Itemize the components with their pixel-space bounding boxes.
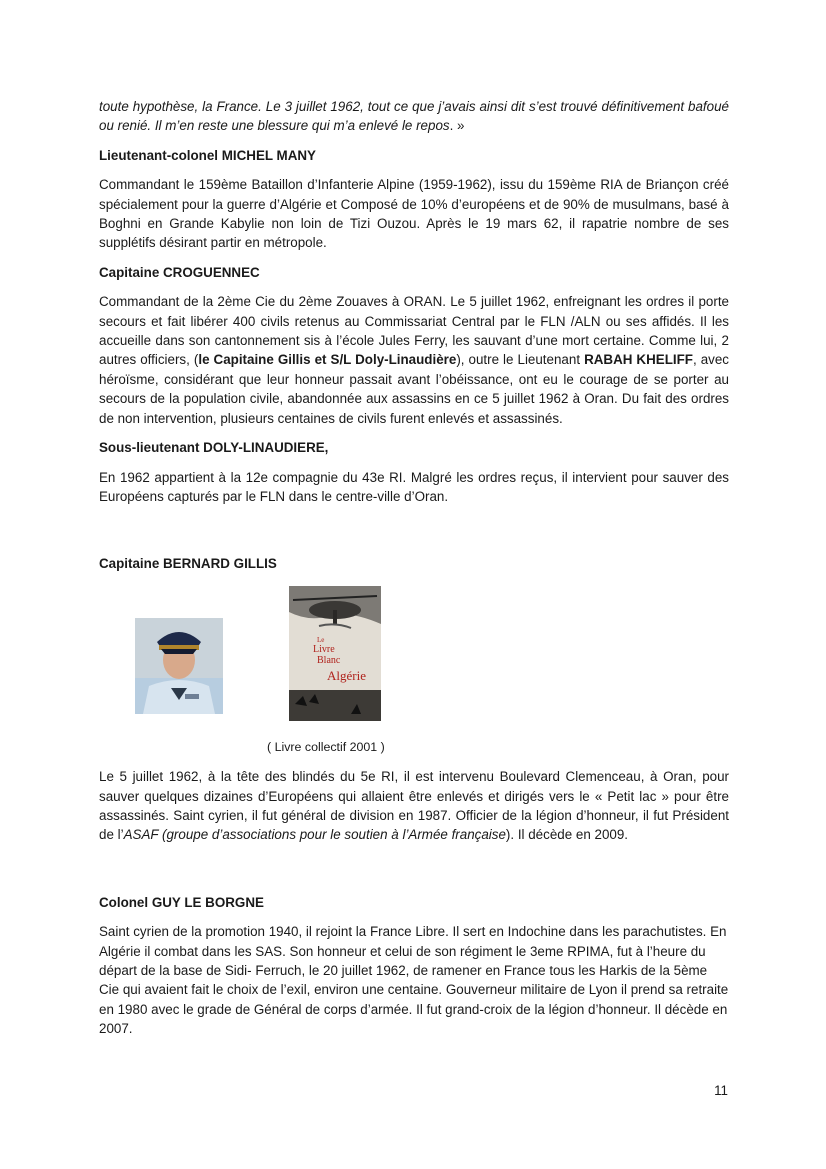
- paragraph-gillis: [99, 767, 729, 845]
- croguennec-text-3: , avec héroïsme, considérant que leur honneur passait avant l’obéissance, ont eu le courage de se porter au secours de la population civile, abandonnée aux assassins en ce 5 juillet 1962 à Oran. Du fait des ordres de non intervention, plusieurs centaines de civils furent enlevés et assassinés.: [99, 352, 729, 426]
- croguennec-text-2: ), outre le Lieutenant: [456, 352, 585, 368]
- intro-quote-italic: toute hypothèse, la France. Le 3 juillet 1962, tout ce que j’avais ainsi dit s’est trouvé définitivement bafoué ou renié. Il m’en reste une blessure qui m’a enlevé le repos: [99, 99, 729, 134]
- heading-doly: Sous-lieutenant DOLY-LINAUDIERE,: [99, 440, 329, 456]
- croguennec-text-1: Commandant de la 2ème Cie du 2ème Zouaves à ORAN. Le 5 juillet 1962, enfreignant les ordres il porte secours et fait libérer 400 civils retenus au Commissariat Central par le FLN /ALN ou ses affidés. Il les accueille dans son cantonnement sis à l’école Jules Ferry, les sauvant d’une mort certaine. Comme lui, 2 autres officiers, (: [99, 294, 729, 368]
- book-cover-image: [289, 586, 381, 721]
- intro-quote-end: . »: [449, 118, 465, 134]
- book-title-algerie: Algérie: [327, 667, 366, 683]
- heading-many: Lieutenant-colonel MICHEL MANY: [99, 147, 316, 163]
- gillis-text-2: ). Il décède en 2009.: [505, 827, 629, 843]
- gillis-text-1: Le 5 juillet 1962, à la tête des blindés du 5e RI, il est intervenu Boulevard Clemenceau, à Oran, pour sauver quelques dizaines d’Européens qui allaient être enlevés et dirigés vers le « Petit lac » pour être assassinés. Saint cyrien, il fut général de division en 1987. Officier de la légion d’honneur, il fut Président de l’: [99, 769, 729, 843]
- heading-le-borgne: Colonel GUY LE BORGNE: [99, 894, 264, 910]
- portrait-photo: [135, 618, 223, 714]
- heading-gillis: Capitaine BERNARD GILLIS: [99, 556, 277, 572]
- page-number: 11: [714, 1083, 728, 1098]
- heading-croguennec: Capitaine CROGUENNEC: [99, 264, 260, 280]
- photo-row: [99, 586, 729, 734]
- paragraph-croguennec: [99, 292, 729, 428]
- book-caption: ( Livre collectif 2001 ): [267, 739, 385, 754]
- croguennec-bold-kheliff: RABAH KHELIFF: [584, 352, 693, 368]
- gillis-italic-asaf: ASAF (groupe d’associations pour le soutien à l’Armée française: [123, 827, 506, 843]
- paragraph-le-borgne: Saint cyrien de la promotion 1940, il rejoint la France Libre. Il sert en Indochine dans les parachutistes. En Algérie il combat dans les SAS. Son honneur et celui de son régiment le 3eme RPIMA, fut à l’heure du départ de la base de Sidi- Ferruch, le 20 juillet 1962, de ramener en France tous les Harkis de la 5ème Cie qui avaient fait le choix de l’exil, environ une centaine. Gouverneur militaire de Lyon il prend sa retraite en 1980 avec le grade de Général de corps d’armée. Il fut grand-croix de la légion d’honneur. Il décède en 2007.: [99, 924, 729, 1037]
- paragraph-many: Commandant le 159ème Bataillon d’Infanterie Alpine (1959-1962), issu du 159ème RIA de Briançon créé spécialement pour la guerre d’Algérie et Composé de 10% d’européens et de 90% de musulmans, basé à Boghni en Grande Kabylie non loin de Tizi Ouzou. Après le 19 mars 62, il rapatrie nombre de ses supplétifs désirant partir en métropole.: [99, 177, 729, 251]
- book-title-le: Le: [317, 635, 325, 644]
- document-body: [99, 97, 729, 1039]
- book-title-livre: Livre: [313, 643, 335, 655]
- intro-quote: [99, 97, 729, 136]
- croguennec-bold-officers: le Capitaine Gillis et S/L Doly-Linaudière: [198, 352, 457, 368]
- paragraph-doly: En 1962 appartient à la 12e compagnie du 43e RI. Malgré les ordres reçus, il intervient pour sauver des Européens capturés par le FLN dans le centre-ville d’Oran.: [99, 469, 729, 504]
- book-title-blanc: Blanc: [317, 654, 341, 666]
